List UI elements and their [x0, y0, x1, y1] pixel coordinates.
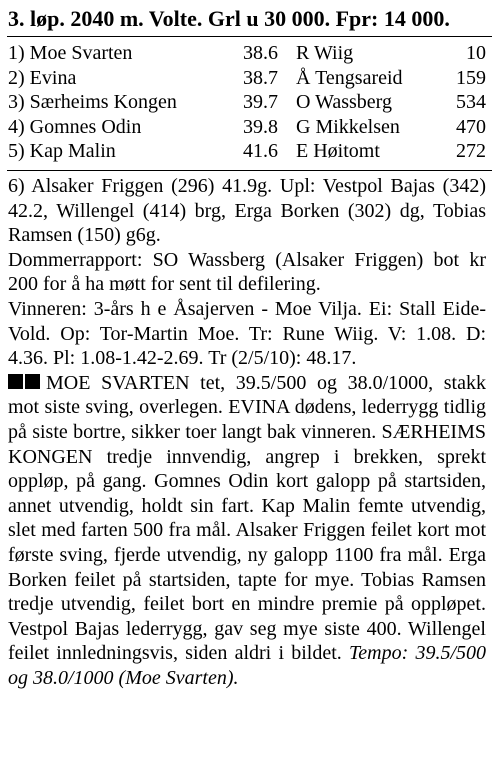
- horse-name: Kap Malin: [29, 140, 116, 162]
- place: 4): [8, 115, 25, 138]
- table-row: [8, 139, 486, 164]
- horse-cell: [8, 66, 221, 91]
- driver-name: E Høitomt: [296, 140, 380, 162]
- others-paragraph: 6) Alsaker Friggen (296) 41.9g. Upl: Vestpol Bajas (342) 42.2, Willengel (414) brg, Erga Borken (302) dg, Tobias Ramsen (150) g6g.: [8, 175, 486, 247]
- km-time: 39.7: [243, 91, 278, 113]
- results-rule: [7, 170, 492, 171]
- place: 5): [8, 140, 25, 162]
- horse-name: Evina: [29, 66, 77, 89]
- driver-name: Å Tengsareid: [296, 66, 403, 89]
- horse-cell: [8, 90, 221, 115]
- winner-info-paragraph: Vinneren: 3-års h e Åsajerven - Moe Vilja. Ei: Stall Eide-Vold. Op: Tor-Martin Moe. Tr: Rune Wiig. V: 1.08. D: 4.36. Pl: 1.08-1.42-2.69. Tr (2/5/10): 48.17.: [8, 297, 486, 370]
- odds: 159: [456, 66, 486, 89]
- place: 2): [8, 66, 25, 89]
- horse-name: Gomnes Odin: [29, 115, 142, 138]
- square-bullet-icon: [8, 374, 23, 389]
- horse-cell: [8, 115, 221, 140]
- odds: 470: [456, 115, 486, 138]
- place: 1): [8, 42, 25, 64]
- table-row: [8, 90, 486, 115]
- square-bullet-icon: [25, 374, 40, 389]
- table-row: [8, 66, 486, 91]
- horse-name: Moe Svarten: [29, 42, 133, 64]
- horse-cell: [8, 139, 221, 164]
- results-table: [8, 41, 486, 164]
- odds: 272: [456, 140, 486, 162]
- table-row: [8, 115, 486, 140]
- driver-name: G Mikkelsen: [296, 115, 400, 138]
- driver-name: O Wassberg: [296, 91, 392, 113]
- odds: 10: [466, 42, 486, 64]
- judge-report-paragraph: Dommerrapport: SO Wassberg (Alsaker Friggen) bot kr 200 for å ha møtt for sent til defilering.: [8, 248, 486, 296]
- commentary-text: MOE SVARTEN tet, 39.5/500 og 38.0/1000, stakk mot siste sving, overlegen. EVINA dødens, lederrygg tidlig på siste bortre, sikker toer langt bak vinneren. SÆRHEIMS KONGEN tredje innvendig, angrep i brekken, sprekt oppløp, på gang. Gomnes Odin kort galopp på startsiden, annet utvendig, holdt sin fart. Kap Malin femte utvendig, slet med farten 500 fra mål. Alsaker Friggen feilet kort mot første sving, fjerde utvendig, ny galopp 1100 fra mål. Erga Borken feilet på startsiden, tapte for mye. Tobias Ramsen tredje utvendig, feilet bort en mindre premie på oppløpet. Vestpol Bajas lederrygg, gav seg mye siste 400. Willengel feilet innledningsvis, siden aldri i bildet.: [8, 371, 486, 665]
- commentary-paragraph: [8, 371, 486, 691]
- km-time: 41.6: [243, 140, 278, 162]
- table-row: [8, 41, 486, 66]
- race-heading: 3. løp. 2040 m. Volte. Grl u 30 000. Fpr: 14 000.: [8, 6, 450, 31]
- driver-name: R Wiig: [296, 42, 354, 64]
- race-report: [8, 174, 486, 690]
- km-time: 38.6: [243, 42, 278, 64]
- odds: 534: [456, 91, 486, 113]
- top-rule: [7, 36, 492, 37]
- km-time: 38.7: [243, 66, 278, 89]
- horse-name: Særheims Kongen: [29, 91, 177, 113]
- tempo-text: Tempo: 39.5/500 og 38.0/1000 (Moe Svarten).: [8, 642, 487, 689]
- commentary-marker: [8, 371, 46, 396]
- km-time: 39.8: [243, 115, 278, 138]
- horse-cell: [8, 41, 221, 66]
- place: 3): [8, 91, 25, 113]
